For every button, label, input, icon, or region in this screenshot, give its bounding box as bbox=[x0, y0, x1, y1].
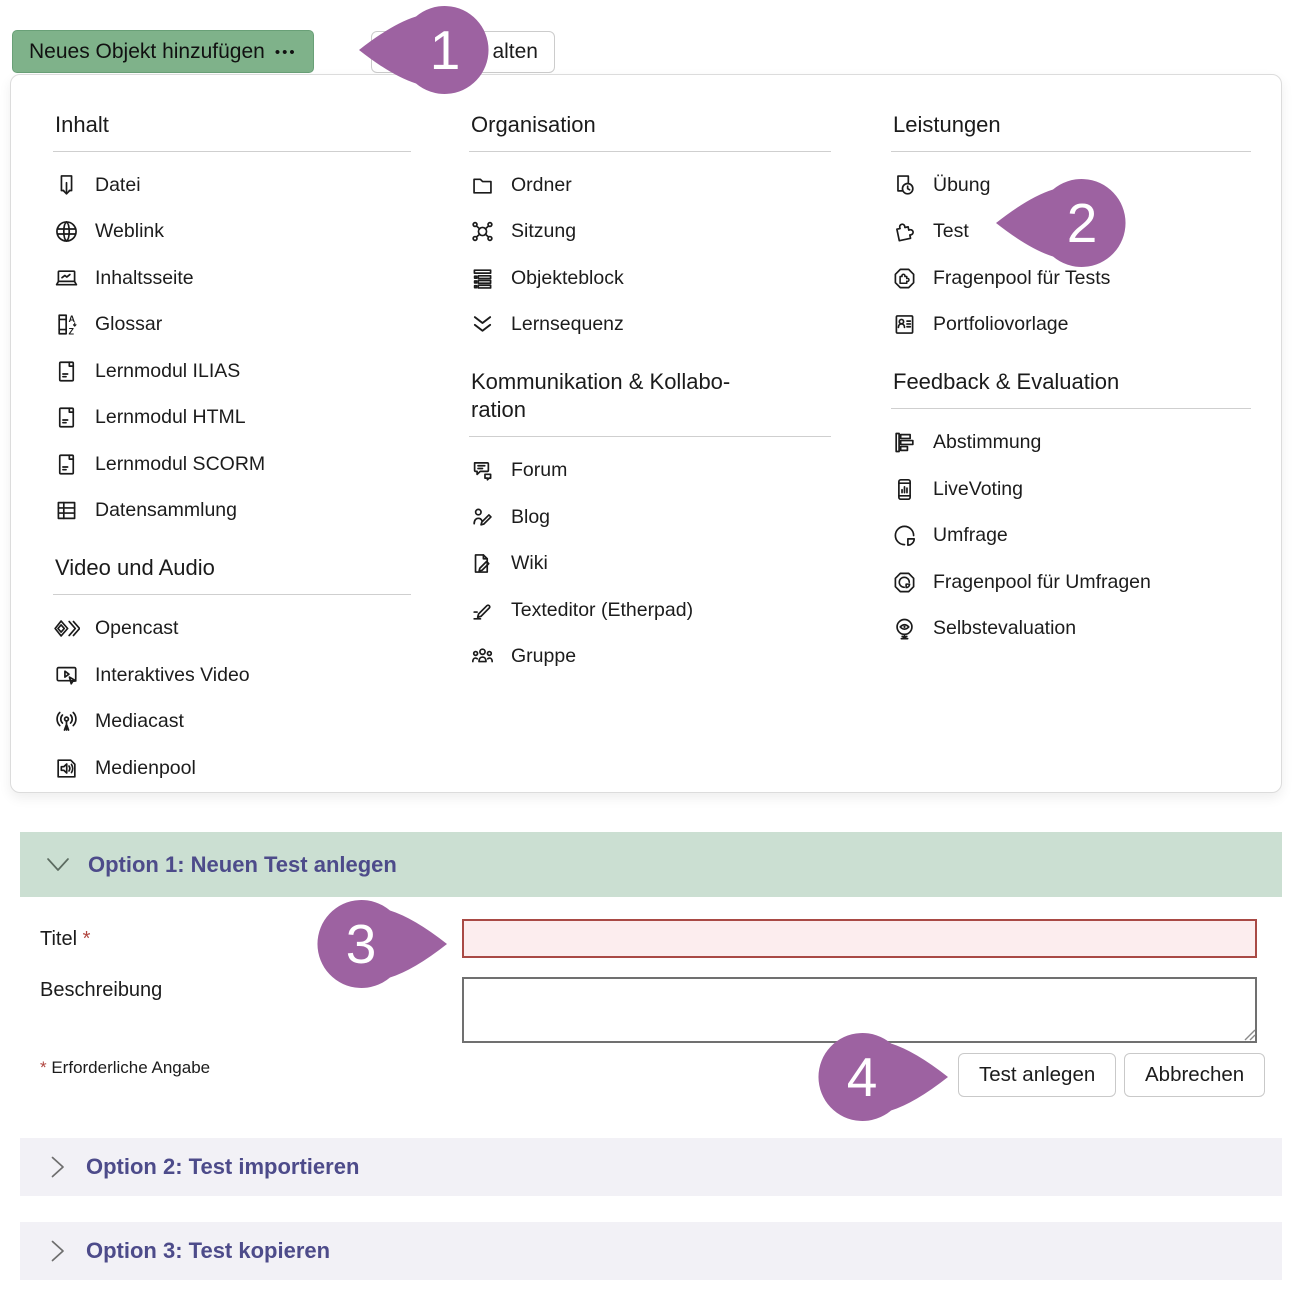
globe-icon bbox=[53, 218, 80, 245]
accordion-option-2-header[interactable] bbox=[20, 1138, 1282, 1196]
menu-item-blog[interactable] bbox=[469, 494, 831, 541]
menu-section-feedback-evaluation bbox=[891, 366, 1251, 652]
menu-item-lernsequenz[interactable] bbox=[469, 302, 831, 349]
menu-item-label: Weblink bbox=[95, 220, 165, 243]
exercise-icon bbox=[891, 172, 918, 199]
menu-item-label: Umfrage bbox=[933, 524, 1008, 547]
live-voting-icon bbox=[891, 476, 918, 503]
menu-item-inhaltsseite[interactable] bbox=[53, 255, 411, 302]
menu-item-label: Wiki bbox=[511, 552, 548, 575]
chevron-down-icon bbox=[46, 857, 70, 873]
menu-item-texteditor-etherpad[interactable] bbox=[469, 587, 831, 634]
menu-item-label: Gruppe bbox=[511, 645, 577, 668]
menu-section-kommunikation-kollabo-ration bbox=[469, 366, 831, 680]
menu-item-label: Texteditor (Etherpad) bbox=[511, 598, 694, 621]
chevron-right-icon bbox=[50, 1155, 66, 1179]
learning-sequence-icon bbox=[469, 311, 496, 338]
menu-item-mediacast[interactable] bbox=[53, 698, 411, 745]
learning-module-icon bbox=[53, 358, 80, 385]
media-pool-icon bbox=[53, 755, 80, 782]
menu-item-label: Selbstevaluation bbox=[933, 617, 1077, 640]
accordion-option-3-title: Option 3: Test kopieren bbox=[86, 1238, 331, 1263]
menu-item-label: Interaktives Video bbox=[95, 663, 250, 686]
interactive-video-icon bbox=[53, 662, 80, 689]
data-table-icon bbox=[53, 497, 80, 524]
ellipsis-icon: ••• bbox=[274, 44, 297, 61]
menu-section-inhalt bbox=[53, 109, 411, 534]
menu-item-label: Objekteblock bbox=[511, 266, 624, 289]
menu-item-medienpool[interactable] bbox=[53, 745, 411, 792]
menu-item-label: Datensammlung bbox=[95, 499, 237, 522]
menu-item-label: Fragenpool für Tests bbox=[933, 266, 1111, 289]
menu-item-datensammlung[interactable] bbox=[53, 488, 411, 535]
folder-icon bbox=[469, 172, 496, 199]
menu-item-fragenpool-fur-umfragen[interactable] bbox=[891, 559, 1251, 606]
callout-number: 4 bbox=[846, 1046, 878, 1108]
menu-item-portfoliovorlage[interactable] bbox=[891, 302, 1251, 349]
group-icon bbox=[469, 643, 496, 670]
title-input[interactable] bbox=[462, 919, 1257, 958]
callout-step-4 bbox=[817, 1032, 949, 1122]
menu-item-label: Inhaltsseite bbox=[95, 266, 194, 289]
menu-section-title: Organisation bbox=[469, 109, 831, 152]
item-block-icon bbox=[469, 265, 496, 292]
callout-number: 2 bbox=[1066, 192, 1098, 254]
menu-item-label: Blog bbox=[511, 505, 551, 528]
pie-chart-icon bbox=[891, 522, 918, 549]
glossary-icon bbox=[53, 311, 80, 338]
textarea-resize-handle-icon[interactable] bbox=[1242, 1027, 1256, 1041]
menu-item-livevoting[interactable] bbox=[891, 466, 1251, 513]
menu-item-ordner[interactable] bbox=[469, 162, 831, 209]
learning-module-icon bbox=[53, 404, 80, 431]
session-icon bbox=[469, 218, 496, 245]
menu-item-label: Ordner bbox=[511, 173, 572, 196]
menu-item-interaktives-video[interactable] bbox=[53, 652, 411, 699]
menu-item-label: Lernmodul SCORM bbox=[95, 452, 266, 475]
menu-item-glossar[interactable] bbox=[53, 302, 411, 349]
add-new-object-button[interactable] bbox=[12, 30, 314, 73]
menu-item-label: Lernmodul ILIAS bbox=[95, 359, 241, 382]
callout-step-2 bbox=[995, 178, 1127, 268]
menu-column-1 bbox=[53, 109, 411, 791]
pie-pool-icon bbox=[891, 569, 918, 596]
menu-item-label: Lernsequenz bbox=[511, 313, 624, 336]
create-test-button[interactable]: Test anlegen bbox=[958, 1053, 1116, 1097]
accordion-option-1-header[interactable] bbox=[20, 832, 1282, 897]
menu-item-forum[interactable] bbox=[469, 447, 831, 494]
svg-text:A: A bbox=[68, 314, 76, 325]
blog-icon bbox=[469, 504, 496, 531]
forum-icon bbox=[469, 457, 496, 484]
menu-item-label: Glossar bbox=[95, 313, 163, 336]
portfolio-icon bbox=[891, 311, 918, 338]
callout-number: 3 bbox=[345, 913, 377, 975]
menu-section-title: Video und Audio bbox=[53, 552, 411, 595]
menu-item-label: Portfoliovorlage bbox=[933, 313, 1069, 336]
menu-item-objekteblock[interactable] bbox=[469, 255, 831, 302]
callout-number: 1 bbox=[429, 19, 461, 81]
menu-item-gruppe[interactable] bbox=[469, 633, 831, 680]
menu-item-label: LiveVoting bbox=[933, 477, 1023, 500]
callout-step-1 bbox=[358, 5, 490, 95]
learning-module-icon bbox=[53, 451, 80, 478]
accordion-option-1-title: Option 1: Neuen Test anlegen bbox=[88, 851, 397, 877]
menu-item-selbstevaluation[interactable] bbox=[891, 605, 1251, 652]
menu-section-title: Feedback & Evaluation bbox=[891, 366, 1251, 409]
menu-item-label: Lernmodul HTML bbox=[95, 406, 246, 429]
file-download-icon bbox=[53, 172, 80, 199]
menu-item-label: Medienpool bbox=[95, 756, 196, 779]
menu-item-lernmodul-scorm[interactable] bbox=[53, 441, 411, 488]
poll-icon bbox=[891, 429, 918, 456]
cancel-button[interactable]: Abbrechen bbox=[1124, 1053, 1265, 1097]
menu-item-label: Sitzung bbox=[511, 220, 577, 243]
laptop-icon bbox=[53, 265, 80, 292]
title-field-label: Titel * bbox=[40, 928, 91, 950]
text-editor-icon bbox=[469, 597, 496, 624]
menu-section-title: Kommunikation & Kollaboration bbox=[469, 366, 831, 437]
menu-item-label: Fragenpool für Umfragen bbox=[933, 570, 1151, 593]
menu-item-lernmodul-html[interactable] bbox=[53, 395, 411, 442]
accordion-option-3-header[interactable] bbox=[20, 1222, 1282, 1280]
menu-section-title: Inhalt bbox=[53, 109, 411, 152]
required-asterisk: * bbox=[40, 1058, 47, 1077]
add-new-object-label: Neues Objekt hinzufügen bbox=[29, 39, 265, 63]
description-field-label: Beschreibung bbox=[40, 979, 163, 1001]
accordion-option-2-title: Option 2: Test importieren bbox=[86, 1154, 360, 1179]
menu-item-sitzung[interactable] bbox=[469, 209, 831, 256]
required-field-note: * Erforderliche Angabe bbox=[40, 1058, 211, 1077]
menu-item-weblink[interactable] bbox=[53, 209, 411, 256]
menu-item-label: Opencast bbox=[95, 617, 179, 640]
menu-section-video-und-audio bbox=[53, 552, 411, 791]
puzzle-pool-icon bbox=[891, 265, 918, 292]
chevron-right-icon bbox=[50, 1239, 66, 1263]
menu-item-lernmodul-ilias[interactable] bbox=[53, 348, 411, 395]
menu-item-opencast[interactable] bbox=[53, 605, 411, 652]
menu-item-label: Forum bbox=[511, 459, 568, 482]
self-evaluation-icon bbox=[891, 615, 918, 642]
required-asterisk: * bbox=[82, 928, 91, 950]
menu-item-datei[interactable] bbox=[53, 162, 411, 209]
menu-item-label: Übung bbox=[933, 173, 991, 196]
puzzle-icon bbox=[891, 218, 918, 245]
menu-item-label: Datei bbox=[95, 173, 141, 196]
menu-item-umfrage[interactable] bbox=[891, 512, 1251, 559]
broadcast-icon bbox=[53, 708, 80, 735]
menu-section-organisation bbox=[469, 109, 831, 348]
menu-item-wiki[interactable] bbox=[469, 540, 831, 587]
menu-item-label: Abstimmung bbox=[933, 431, 1042, 454]
menu-item-label: Test bbox=[933, 220, 969, 243]
opencast-icon bbox=[53, 615, 80, 642]
menu-section-title: Leistungen bbox=[891, 109, 1251, 152]
menu-item-label: Mediacast bbox=[95, 710, 184, 733]
svg-text:Z: Z bbox=[68, 327, 75, 338]
menu-item-abstimmung[interactable] bbox=[891, 419, 1251, 466]
wiki-icon bbox=[469, 550, 496, 577]
menu-column-2 bbox=[469, 109, 831, 680]
partial-button-label: alten bbox=[492, 40, 538, 63]
callout-step-3 bbox=[316, 899, 448, 989]
